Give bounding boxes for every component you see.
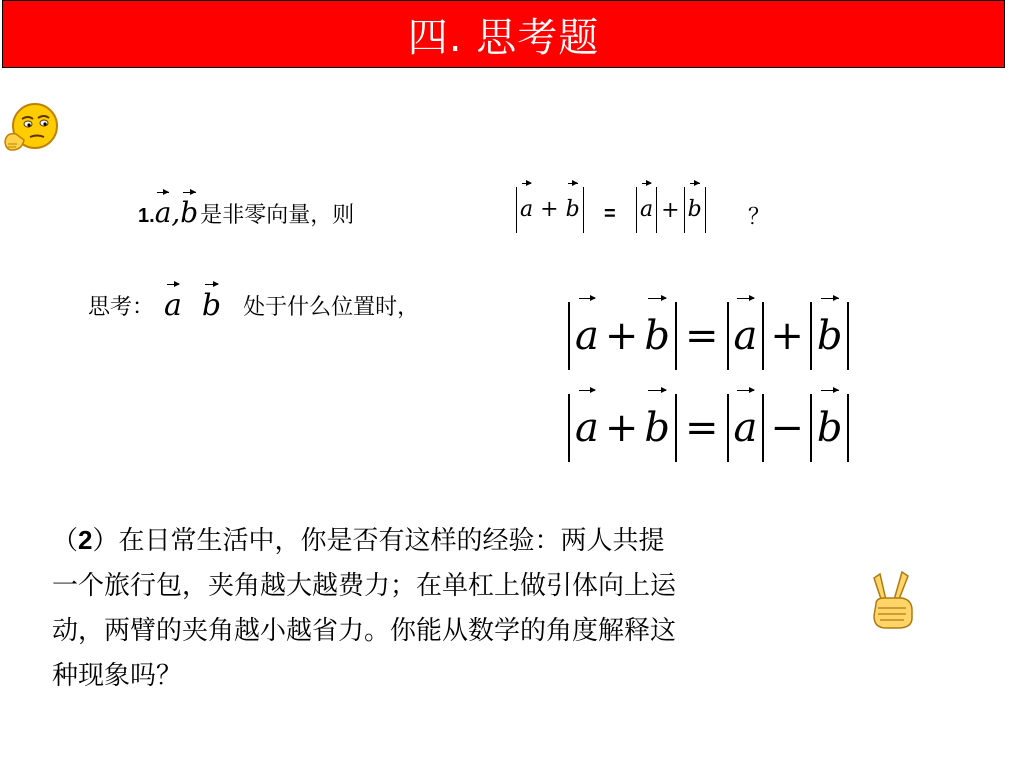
slide-title: 四. 思考题 (407, 14, 600, 61)
think-text: 处于什么位置时， (243, 295, 420, 320)
equation-difference-case: a + b = a − b (568, 392, 849, 464)
think-var-b: b (201, 288, 222, 323)
think-label: 思考： (88, 295, 155, 320)
equation-sum-case: a + b = a + b (568, 300, 849, 372)
q1-question-mark: ？ (748, 205, 771, 230)
q1-rhs-expression: a + b (636, 185, 706, 235)
question-2-paragraph: （2）在日常生活中，你是否有这样的经验：两人共提 一个旅行包，夹角越大越费力；在单杠上做引体向上运 动，两臂的夹角越小越省力。你能从数学的角度解释这 种现象吗？ (52, 525, 677, 691)
q2-text: 在日常生活中，你是否有这样的经验：两人共提 一个旅行包，夹角越大越费力；在单杠上做引体向上运 动，两臂的夹角越小越省力。你能从数学的角度解释这 种现象吗？ (52, 526, 677, 691)
q2-number: 2 (78, 525, 93, 555)
victory-hand-icon (868, 570, 916, 632)
q1-number: 1. (138, 205, 155, 227)
thinking-smiley-face-icon (2, 100, 62, 156)
think-prompt (88, 288, 419, 323)
title-bar (2, 0, 1005, 68)
think-var-a: a (164, 288, 182, 323)
q1-lhs-expression: a + b (516, 185, 584, 235)
q1-vector-vars: a,b (154, 196, 199, 229)
q1-equals-sign: = (604, 203, 616, 225)
question-1 (138, 196, 354, 229)
q1-text: 是非零向量，则 (200, 203, 355, 228)
